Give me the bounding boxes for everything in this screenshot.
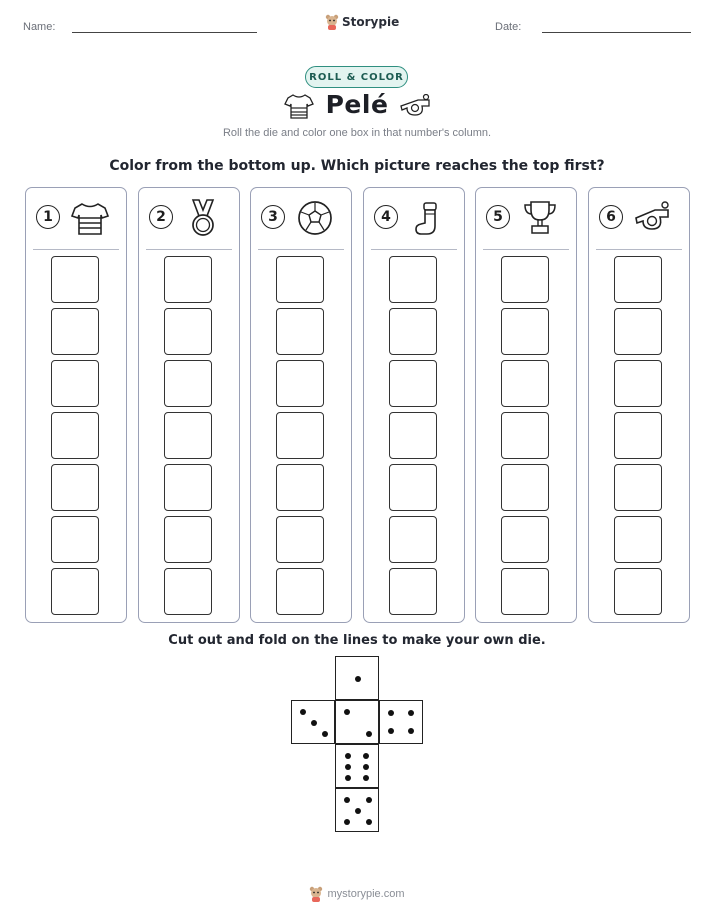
date-line[interactable]: [542, 32, 691, 33]
column-number: 2: [149, 205, 173, 229]
color-box[interactable]: [501, 568, 549, 615]
die-pip: [345, 764, 351, 770]
column-3: [250, 187, 352, 623]
trophy-icon: [520, 198, 560, 238]
subtitle: Roll the die and color one box in that number's column.: [222, 127, 492, 139]
footer: [0, 886, 714, 902]
die-face-six: [335, 744, 379, 788]
name-line[interactable]: [72, 32, 257, 33]
die-face-four: [379, 700, 423, 744]
color-box[interactable]: [614, 464, 662, 511]
die-pip: [366, 731, 372, 737]
color-box[interactable]: [389, 412, 437, 459]
die-pip: [355, 676, 361, 682]
color-box[interactable]: [164, 308, 212, 355]
color-box[interactable]: [164, 360, 212, 407]
die-pip: [344, 797, 350, 803]
color-box[interactable]: [501, 360, 549, 407]
column-divider: [258, 249, 344, 250]
color-box[interactable]: [501, 308, 549, 355]
column-number: 5: [486, 205, 510, 229]
color-box[interactable]: [51, 308, 99, 355]
color-box[interactable]: [164, 256, 212, 303]
t-shirt-icon: [70, 198, 110, 238]
column-number: 3: [261, 205, 285, 229]
die-pip: [366, 797, 372, 803]
color-box[interactable]: [389, 360, 437, 407]
soccer-ball-icon: [295, 198, 335, 238]
color-box[interactable]: [276, 412, 324, 459]
bear-logo-icon: [325, 14, 339, 30]
die-pip: [388, 710, 394, 716]
die-pip: [388, 728, 394, 734]
color-box[interactable]: [389, 568, 437, 615]
color-box[interactable]: [276, 516, 324, 563]
color-box[interactable]: [501, 464, 549, 511]
color-box[interactable]: [51, 568, 99, 615]
color-box[interactable]: [501, 516, 549, 563]
die-pip: [366, 819, 372, 825]
color-box[interactable]: [51, 464, 99, 511]
color-box[interactable]: [614, 308, 662, 355]
column-6: [588, 187, 690, 623]
color-box[interactable]: [164, 464, 212, 511]
die-pip: [363, 775, 369, 781]
color-box[interactable]: [501, 412, 549, 459]
color-box[interactable]: [501, 256, 549, 303]
die-face-two: [335, 700, 379, 744]
die-face-five: [335, 788, 379, 832]
color-box[interactable]: [51, 360, 99, 407]
date-label: Date:: [495, 21, 522, 33]
color-box[interactable]: [276, 464, 324, 511]
die-pip: [408, 728, 414, 734]
color-box[interactable]: [164, 516, 212, 563]
color-box[interactable]: [614, 256, 662, 303]
sock-icon: [408, 198, 448, 238]
color-box[interactable]: [389, 256, 437, 303]
column-1: [25, 187, 127, 623]
color-box[interactable]: [389, 464, 437, 511]
die-pip: [311, 720, 317, 726]
die-pip: [345, 753, 351, 759]
column-number: 1: [36, 205, 60, 229]
whistle-icon: [633, 198, 673, 238]
color-box[interactable]: [51, 412, 99, 459]
brand-logo: [325, 14, 399, 30]
column-divider: [33, 249, 119, 250]
color-box[interactable]: [614, 360, 662, 407]
die-pip: [344, 709, 350, 715]
color-box[interactable]: [51, 516, 99, 563]
die-face-one: [335, 656, 379, 700]
color-box[interactable]: [614, 516, 662, 563]
die-pip: [344, 819, 350, 825]
column-2: [138, 187, 240, 623]
color-box[interactable]: [614, 568, 662, 615]
column-divider: [483, 249, 569, 250]
die-pip: [363, 764, 369, 770]
color-box[interactable]: [276, 360, 324, 407]
cut-instruction: Cut out and fold on the lines to make your own die.: [168, 633, 546, 648]
footer-url[interactable]: mystorypie.com: [327, 888, 405, 900]
color-box[interactable]: [276, 308, 324, 355]
color-box[interactable]: [389, 308, 437, 355]
die-pip: [300, 709, 306, 715]
color-box[interactable]: [276, 568, 324, 615]
instruction: Color from the bottom up. Which picture reaches the top first?: [109, 158, 605, 174]
die-face-three: [291, 700, 335, 744]
die-net: [290, 656, 425, 836]
column-divider: [371, 249, 457, 250]
activity-badge: ROLL & COLOR: [305, 66, 408, 88]
color-box[interactable]: [164, 568, 212, 615]
page-title: Pelé: [325, 90, 389, 119]
medal-icon: [183, 198, 223, 238]
color-box[interactable]: [164, 412, 212, 459]
bear-logo-icon: [309, 886, 323, 902]
die-pip: [322, 731, 328, 737]
die-pip: [363, 753, 369, 759]
color-box[interactable]: [51, 256, 99, 303]
die-pip: [355, 808, 361, 814]
die-pip: [408, 710, 414, 716]
brand-name: Storypie: [342, 15, 400, 29]
column-number: 4: [374, 205, 398, 229]
die-pip: [345, 775, 351, 781]
column-divider: [596, 249, 682, 250]
color-box[interactable]: [389, 516, 437, 563]
column-divider: [146, 249, 232, 250]
column-4: [363, 187, 465, 623]
whistle-icon: [398, 94, 432, 118]
color-box[interactable]: [614, 412, 662, 459]
column-number: 6: [599, 205, 623, 229]
color-box[interactable]: [276, 256, 324, 303]
column-5: [475, 187, 577, 623]
name-label: Name:: [23, 21, 56, 33]
